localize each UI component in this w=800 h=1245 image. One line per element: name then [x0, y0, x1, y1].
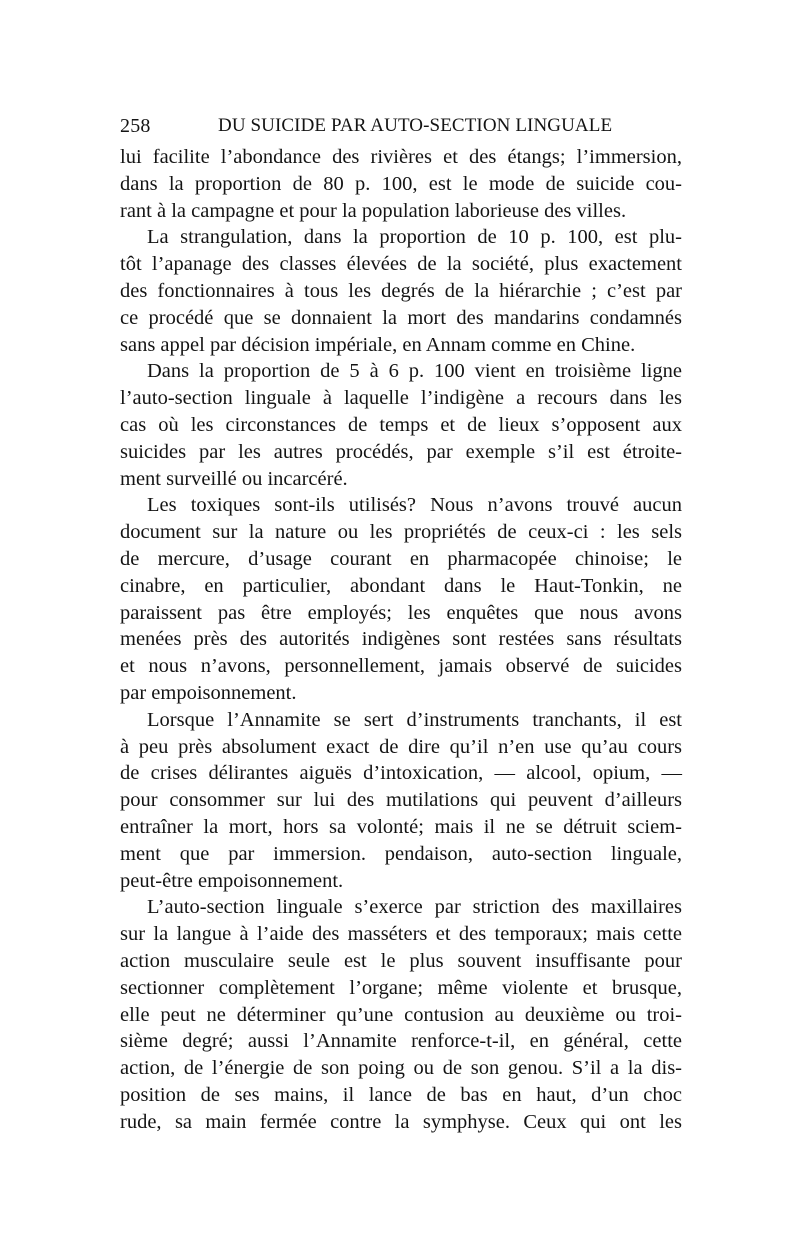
text-line: l’auto-section linguale à laquelle l’indigène a recours dans les [120, 387, 682, 410]
text-line: menées près des autorités indigènes sont restées sans résultats [120, 628, 682, 651]
text-line: ment que par immersion. pendaison, auto-section linguale, [120, 842, 682, 865]
text-line: sectionner complètement l’organe; même violente et brusque, [120, 976, 682, 999]
text-line: lui facilite l’abondance des rivières et des étangs; l’immersion, [120, 146, 682, 168]
text-line: ment surveillé ou incarcéré. [120, 467, 348, 490]
paragraph-start-line: La strangulation, dans la proportion de 10 p. 100, est plu- [147, 226, 682, 249]
text-line: à peu près absolument exact de dire qu’il n’en use qu’au cours [120, 735, 682, 758]
paragraph-start-line: L’auto-section linguale s’exerce par striction des maxillaires [147, 896, 682, 919]
text-line: suicides par les autres procédés, par exemple s’il est étroite- [120, 440, 682, 463]
text-line: de mercure, d’usage courant en pharmacopée chinoise; le [120, 547, 682, 570]
text-line: sième degré; aussi l’Annamite renforce-t-il, en général, cette [120, 1030, 682, 1053]
text-line: entraîner la mort, hors sa volonté; mais il ne se détruit sciem- [120, 815, 682, 838]
text-line: et nous n’avons, personnellement, jamais observé de suicides [120, 655, 682, 678]
text-line: pour consommer sur lui des mutilations qui peuvent d’ailleurs [120, 789, 682, 812]
text-line: action musculaire seule est le plus souvent insuffisante pour [120, 949, 682, 972]
text-line: sans appel par décision impériale, en Annam comme en Chine. [120, 333, 636, 356]
text-line: rant à la campagne et pour la population laborieuse des villes. [120, 199, 627, 222]
paragraph-start-line: Dans la proportion de 5 à 6 p. 100 vient en troisième ligne [147, 360, 682, 383]
text-line: par empoisonnement. [120, 681, 297, 704]
text-line: de crises délirantes aiguës d’intoxication, — alcool, opium, — [120, 762, 682, 785]
page-number: 258 [120, 115, 151, 137]
text-line: tôt l’apanage des classes élevées de la société, plus exactement [120, 253, 682, 276]
running-head [120, 115, 682, 145]
text-line: ce procédé que se donnaient la mort des mandarins condamnés [120, 306, 682, 329]
text-line: document sur la nature ou les propriétés de ceux-ci : les sels [120, 521, 682, 544]
paragraph-start-line: Lorsque l’Annamite se sert d’instruments tranchants, il est [147, 708, 682, 731]
text-line: rude, sa main fermée contre la symphyse. Ceux qui ont les [120, 1110, 682, 1133]
body-text [120, 144, 682, 1135]
text-line: action, de l’énergie de son poing ou de son genou. S’il a la dis- [120, 1057, 682, 1080]
text-line: des fonctionnaires à tous les degrés de la hiérarchie ; c’est par [120, 279, 682, 302]
text-line: dans la proportion de 80 p. 100, est le mode de suicide cou- [120, 172, 682, 195]
text-line: cas où les circonstances de temps et de lieux s’opposent aux [120, 413, 682, 436]
text-line: elle peut ne déterminer qu’une contusion au deuxième ou troi- [120, 1003, 682, 1026]
paragraph-start-line: Les toxiques sont-ils utilisés? Nous n’avons trouvé aucun [147, 494, 682, 517]
text-line: paraissent pas être employés; les enquêtes que nous avons [120, 601, 682, 624]
text-line: peut-être empoisonnement. [120, 869, 344, 892]
text-line: cinabre, en particulier, abondant dans le Haut-Tonkin, ne [120, 574, 682, 597]
running-title: DU SUICIDE PAR AUTO-SECTION LINGUALE [218, 115, 613, 136]
text-line: sur la langue à l’aide des masséters et des temporaux; mais cette [120, 923, 682, 946]
text-line: position de ses mains, il lance de bas en haut, d’un choc [120, 1083, 682, 1106]
